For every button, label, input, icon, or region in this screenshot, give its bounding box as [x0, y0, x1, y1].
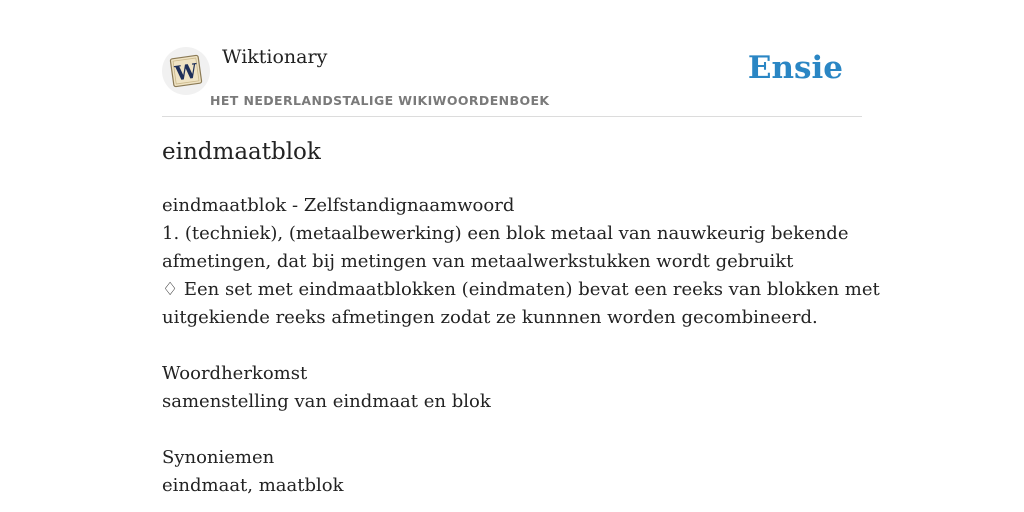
logo-letter: W — [173, 58, 199, 86]
section-spacer — [162, 416, 862, 444]
definition-line-1: 1. (techniek), (metaalbewerking) een blok metaal van nauwkeurig bekende — [162, 223, 849, 244]
etymology-text: samenstelling van eindmaat en blok — [162, 391, 491, 412]
site-tagline: HET NEDERLANDSTALIGE WIKIWOORDENBOEK — [210, 93, 550, 108]
etymology-heading: Woordherkomst — [162, 363, 308, 384]
page-title: eindmaatblok — [162, 139, 321, 165]
site-header — [162, 0, 862, 117]
synonyms-text: eindmaat, maatblok — [162, 475, 344, 496]
site-name[interactable]: Wiktionary — [222, 46, 328, 68]
entry-content — [162, 192, 880, 500]
page — [162, 0, 880, 512]
entry-subtitle: eindmaatblok - Zelfstandignaamwoord — [162, 195, 515, 216]
section-spacer — [162, 332, 862, 360]
example-line-1: ♢ Een set met eindmaatblokken (eindmaten) bevat een reeks van blokken met — [162, 279, 880, 300]
wiktionary-logo-icon[interactable] — [162, 47, 210, 95]
ensie-brand-link[interactable]: Ensie — [747, 50, 843, 86]
definition-line-2: afmetingen, dat bij metingen van metaalwerkstukken wordt gebruikt — [162, 251, 794, 272]
example-line-2: uitgekiende reeks afmetingen zodat ze kunnnen worden gecombineerd. — [162, 307, 818, 328]
wiktionary-logo-graphic — [162, 47, 210, 95]
synonyms-heading: Synoniemen — [162, 447, 275, 468]
